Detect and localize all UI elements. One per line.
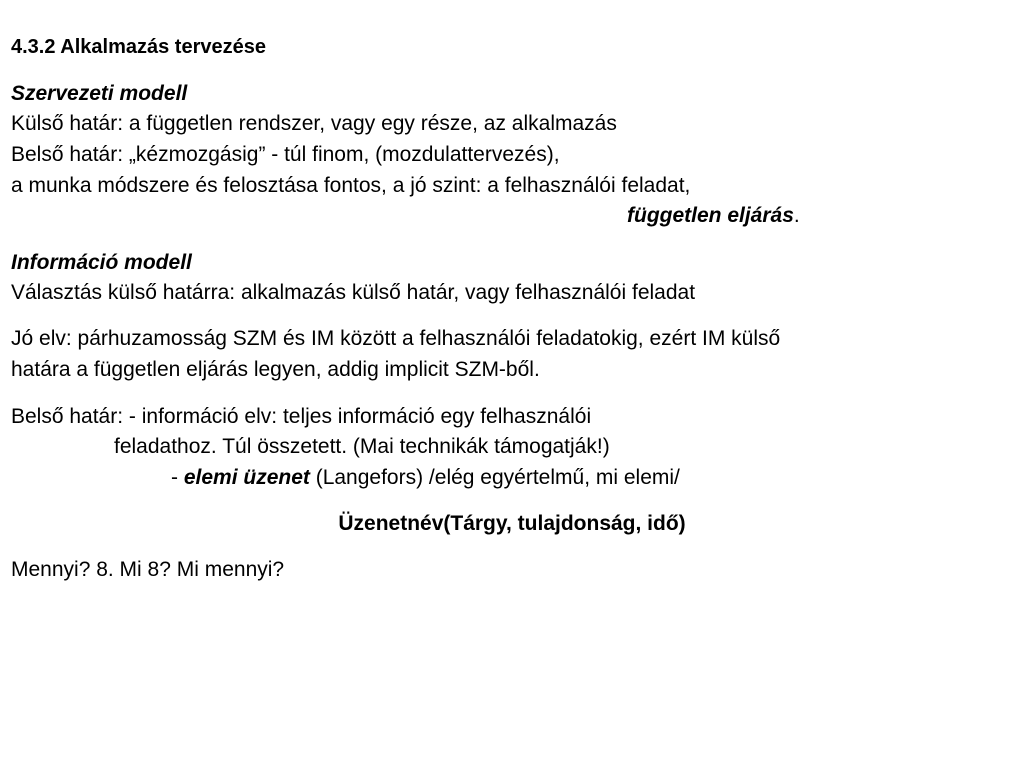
org-model-heading: Szervezeti modell [11,82,188,105]
org-model-line-2: Belső határ: „kézmozgásig” - túl finom, (mozdulattervezés), [11,143,560,166]
inner-boundary-dash: - [171,466,184,489]
org-model-line-1: Külső határ: a független rendszer, vagy egy része, az alkalmazás [11,112,617,135]
closing-question: Mennyi? 8. Mi 8? Mi mennyi? [11,558,285,581]
principle-line-2: határa a független eljárás legyen, addig implicit SZM-ből. [11,358,540,381]
principle-line-1: Jó elv: párhuzamosság SZM és IM között a felhasználói feladatokig, ezért IM külső [11,327,781,350]
info-model-line-1: Választás külső határra: alkalmazás külső határ, vagy felhasználói feladat [11,281,696,304]
inner-boundary-line-1: Belső határ: - információ elv: teljes információ egy felhasználói [11,405,592,428]
info-model-heading: Információ modell [11,251,192,274]
org-model-term-suffix: . [793,204,800,227]
elemi-uzenet-term: elemi üzenet [183,466,310,489]
message-formula: Üzenetnév(Tárgy, tulajdonság, idő) [338,512,686,535]
inner-boundary-line-3 [171,463,680,493]
slide-title: 4.3.2 Alkalmazás tervezése [11,36,266,58]
org-model-line-3: a munka módszere és felosztása fontos, a jó szint: a felhasználói feladat, [11,174,691,197]
inner-boundary-line-2: feladathoz. Túl összetett. (Mai technikák támogatják!) [114,435,610,458]
org-model-term: független eljárás [627,204,794,227]
inner-boundary-line-3-rest: (Langefors) /elég egyértelmű, mi elemi/ [309,466,680,489]
org-model-term-line [627,201,800,231]
slide [11,0,1011,768]
